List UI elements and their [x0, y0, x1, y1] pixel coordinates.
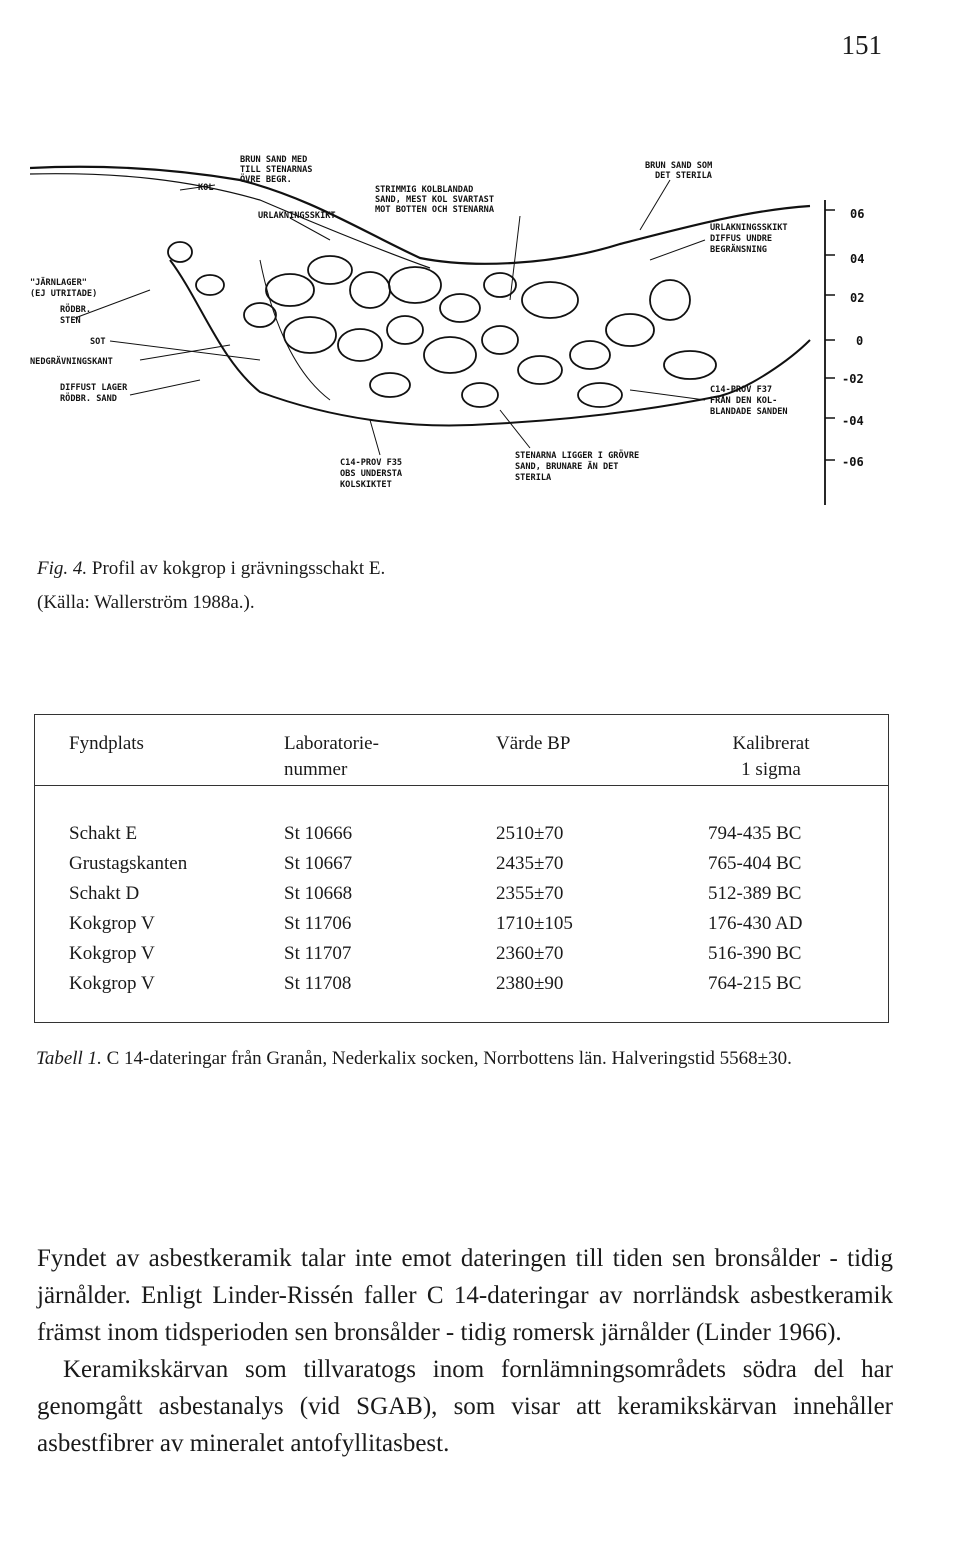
label-urlak-right-1: URLAKNINGSSKIKT [710, 223, 788, 233]
paragraph-1: Fyndet av asbestkeramik talar inte emot dateringen till tiden sen bronsålder - tidig järnålder. Enligt Linder-Rissén faller C 14-dateringar av norrländsk asbestkeramik främst inom tidsperioden sen bronsålder - tidig romersk järnålder (Linder 1966). [37, 1245, 893, 1346]
scale-m02: -02 [842, 372, 864, 386]
header-laboratorie: Laboratorie- [284, 733, 379, 754]
scale-m04: -04 [842, 414, 864, 428]
label-brun-sand-right-1: BRUN SAND SOM [645, 161, 713, 171]
cell-labnr: St 11708 [284, 973, 352, 994]
table-caption-label: Tabell 1. [36, 1048, 102, 1069]
header-kalibrerat [701, 731, 841, 783]
header-laboratorienummer [284, 731, 379, 783]
table-caption-text: C 14-dateringar från Granån, Nederkalix socken, Norrbottens län. Halveringstid 5568±30. [106, 1048, 792, 1069]
label-c14-f37-3: BLANDADE SANDEN [710, 407, 788, 417]
scale-0: 0 [856, 334, 864, 348]
paragraph-2: Keramikskärvan som tillvaratogs inom fornlämningsområdets södra del har genomgått asbestanalys (vid SGAB), som visar att keramikskärvan innehåller asbestfibrer av mineralet antofyllitasbest. [37, 1356, 893, 1457]
label-c14-f35-3: KOLSKIKTET [340, 480, 392, 490]
label-brun-sand-2: TILL STENARNAS [240, 165, 313, 175]
cell-varde: 2380±90 [496, 973, 564, 994]
table-row [35, 853, 888, 883]
ground-surface-line [30, 167, 810, 264]
cell-fyndplats: Kokgrop V [69, 943, 155, 964]
label-stenarna-2: SAND, BRUNARE ÄN DET [515, 462, 619, 472]
label-urlak-right-3: BEGRÄNSNING [710, 245, 767, 255]
table-row [35, 883, 888, 913]
cell-fyndplats: Grustagskanten [69, 853, 188, 874]
cell-labnr: St 10667 [284, 853, 353, 874]
header-divider [35, 785, 888, 786]
label-urlak-left: URLAKNINGSSKIKT [258, 211, 336, 221]
cell-fyndplats: Kokgrop V [69, 913, 155, 934]
ground-surface-line-2 [30, 174, 430, 268]
figure-caption-text: Profil av kokgrop i grävningsschakt E. [91, 558, 386, 579]
label-brun-sand-1: BRUN SAND MED [240, 155, 308, 165]
label-strimmig-2: SAND, MEST KOL SVARTAST [375, 195, 494, 205]
label-jarnlager-1: "JÄRNLAGER" [30, 278, 87, 288]
label-diffust-1: DIFFUST LAGER [60, 383, 128, 393]
figure-caption-label: Fig. 4. [37, 558, 88, 579]
page-number: 151 [841, 30, 882, 60]
cell-labnr: St 10668 [284, 883, 353, 904]
figure-caption [37, 552, 857, 620]
scale-04: 04 [850, 252, 865, 266]
cell-kalibrerat: 764-215 BC [708, 973, 802, 994]
header-sigma: 1 sigma [741, 759, 801, 780]
cell-kalibrerat: 512-389 BC [708, 883, 802, 904]
cell-fyndplats: Schakt E [69, 823, 138, 844]
scale-02: 02 [850, 291, 865, 305]
label-nedgravning: NEDGRÄVNINGSKANT [30, 357, 113, 367]
cell-kalibrerat: 765-404 BC [708, 853, 802, 874]
header-kalibrerat-label: Kalibrerat [732, 733, 810, 754]
label-strimmig-1: STRIMMIG KOLBLANDAD [375, 185, 474, 195]
label-rodbr-sten-1: RÖDBR. [60, 305, 92, 315]
header-fyndplats: Fyndplats [69, 733, 144, 754]
cell-varde: 2435±70 [496, 853, 564, 874]
body-text [37, 1240, 893, 1462]
table-row [35, 943, 888, 973]
label-stenarna-1: STENARNA LIGGER I GRÖVRE [515, 451, 640, 461]
label-rodbr-sten-2: STEN [60, 316, 81, 326]
dating-table [34, 714, 889, 1023]
label-c14-f37-2: FRÅN DEN KOL- [710, 396, 778, 406]
label-strimmig-3: MOT BOTTEN OCH STENARNA [375, 205, 494, 215]
label-c14-f37-1: C14-PROV F37 [710, 385, 773, 395]
scale-06: 06 [850, 207, 865, 221]
cell-labnr: St 11707 [284, 943, 352, 964]
cell-varde: 2510±70 [496, 823, 564, 844]
label-brun-sand-3: ÖVRE BEGR. [240, 175, 292, 185]
cell-labnr: St 10666 [284, 823, 353, 844]
cell-kalibrerat: 794-435 BC [708, 823, 802, 844]
label-sot: SOT [90, 337, 106, 347]
cell-kalibrerat: 176-430 AD [708, 913, 803, 934]
label-diffust-2: RÖDBR. SAND [60, 394, 117, 404]
label-stenarna-3: STERILA [515, 473, 552, 483]
label-c14-f35-1: C14-PROV F35 [340, 458, 403, 468]
table-row [35, 913, 888, 943]
cell-kalibrerat: 516-390 BC [708, 943, 802, 964]
table-row [35, 973, 888, 1003]
label-urlak-right-2: DIFFUS UNDRE [710, 234, 773, 244]
cell-varde: 2360±70 [496, 943, 564, 964]
label-kol: KOL [198, 183, 214, 193]
cell-labnr: St 11706 [284, 913, 352, 934]
label-brun-sand-right-2: DET STERILA [655, 171, 712, 181]
cell-varde: 2355±70 [496, 883, 564, 904]
header-varde-bp: Värde BP [496, 733, 571, 754]
cell-fyndplats: Schakt D [69, 883, 140, 904]
scale-m06: -06 [842, 455, 864, 469]
label-jarnlager-2: (EJ UTRITADE) [30, 289, 98, 299]
profile-figure [30, 140, 890, 520]
cell-varde: 1710±105 [496, 913, 573, 934]
table-row [35, 823, 888, 853]
table-caption [36, 1044, 896, 1074]
label-c14-f35-2: OBS UNDERSTA [340, 469, 403, 479]
cell-fyndplats: Kokgrop V [69, 973, 155, 994]
header-nummer: nummer [284, 759, 348, 780]
profile-drawing [30, 140, 890, 520]
figure-caption-source: (Källa: Wallerström 1988a.). [37, 592, 255, 613]
